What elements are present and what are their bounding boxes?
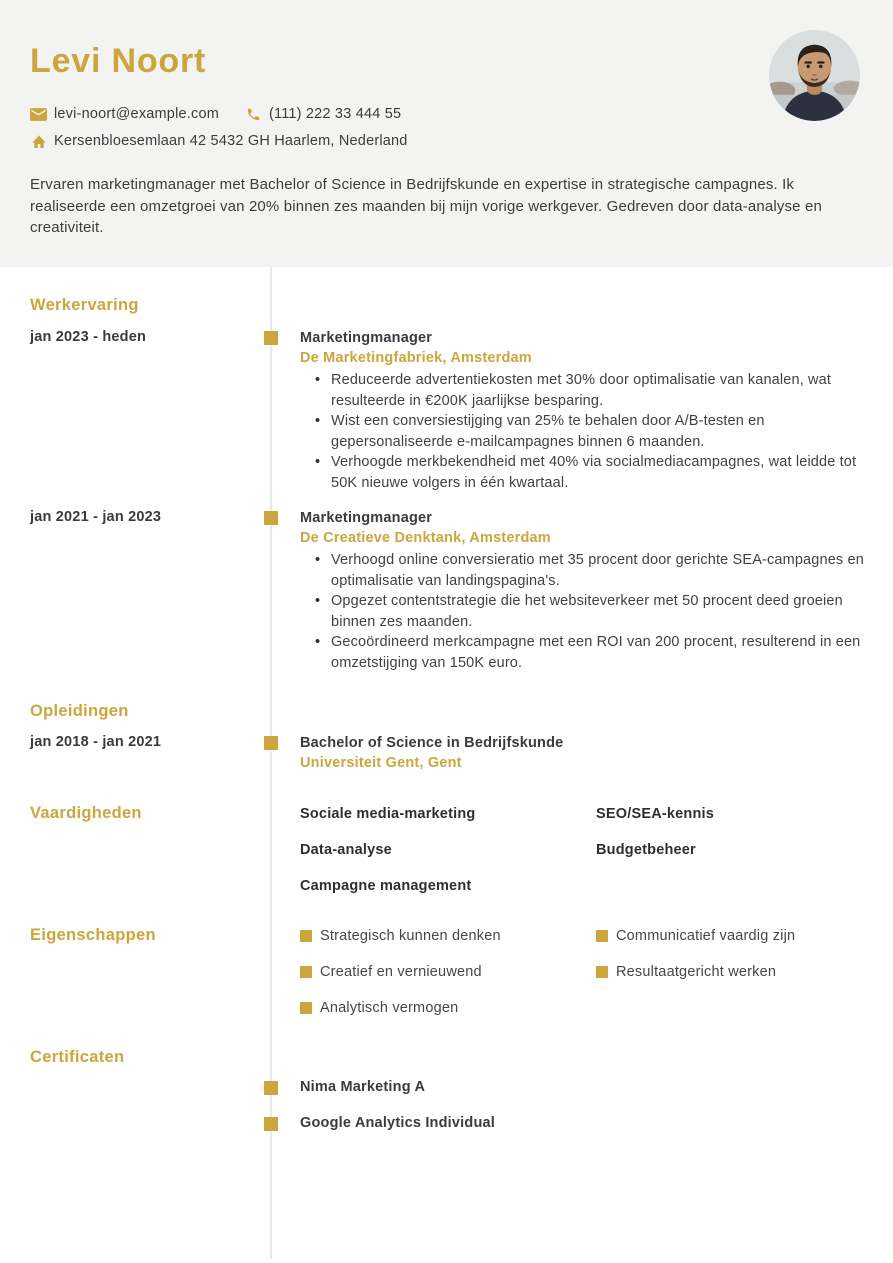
trait-label: Analytisch vermogen [320, 1000, 459, 1016]
education-degree: Bachelor of Science in Bedrijfskunde [300, 735, 564, 751]
job-bullet: • Verhoogd online conversieratio met 35 procent door gerichte SEA-campagnes en optimalisatie van landingspagina's. [300, 550, 865, 591]
contact-row-1 [30, 105, 401, 123]
job-bullet: • Reduceerde advertentiekosten met 30% door optimalisatie van kanalen, wat resulteerde in €200K jaarlijkse besparing. [300, 370, 865, 411]
timeline-marker-icon [264, 511, 278, 525]
job-bullet-list [300, 550, 865, 673]
job-bullet: • Opgezet contentstrategie die het websiteverkeer met 50 procent deed groeien binnen zes maanden. [300, 591, 865, 632]
skill-item: SEO/SEA-kennis [596, 806, 715, 822]
timeline-marker-icon [264, 1117, 278, 1131]
envelope-icon [30, 108, 47, 121]
trait-label: Resultaatgericht werken [616, 964, 777, 980]
timeline-divider [270, 267, 272, 1259]
home-icon [30, 134, 47, 148]
square-bullet-icon [596, 966, 608, 978]
trait-item [300, 963, 590, 981]
section-title-traits: Eigenschappen [30, 926, 156, 944]
timeline-marker-icon [264, 1081, 278, 1095]
certificate-item: Nima Marketing A [300, 1079, 426, 1095]
person-name: Levi Noort [30, 42, 207, 80]
trait-label: Communicatief vaardig zijn [616, 928, 796, 944]
phone-group [245, 106, 401, 122]
square-bullet-icon [300, 1002, 312, 1014]
education-dates: jan 2018 - jan 2021 [30, 734, 162, 750]
trait-label: Creatief en vernieuwend [320, 964, 482, 980]
job-entry [300, 508, 865, 673]
certificate-item: Google Analytics Individual [300, 1115, 496, 1131]
header [0, 0, 893, 267]
skill-item: Sociale media-marketing [300, 806, 476, 822]
job-bullet: • Wist een conversiestijging van 25% te behalen door A/B-testen en gepersonaliseerde e-mailcampagnes binnen 6 maanden. [300, 411, 865, 452]
traits-column-1 [300, 927, 590, 1035]
square-bullet-icon [300, 930, 312, 942]
job-entry [300, 328, 865, 493]
email-text[interactable]: levi-noort@example.com [54, 106, 219, 122]
profile-summary: Ervaren marketingmanager met Bachelor of Science in Bedrijfskunde en expertise in strategische campagnes. Ik realiseerde een omzetgroei van 20% binnen zes maanden bij mijn vorige werkgever. Gedreven door data-analyse en creativiteit. [30, 176, 822, 236]
job-dates: jan 2023 - heden [30, 329, 147, 345]
square-bullet-icon [300, 966, 312, 978]
trait-item [596, 963, 886, 981]
job-company: De Creatieve Denktank, Amsterdam [300, 530, 551, 546]
trait-item [300, 999, 590, 1017]
skills-column-2 [596, 806, 886, 878]
job-bullet: • Gecoördineerd merkcampagne met een ROI van 200 procent, resulterend in een omzetstijging van 150K euro. [300, 632, 865, 673]
job-dates: jan 2021 - jan 2023 [30, 509, 162, 525]
job-bullet-list [300, 370, 865, 493]
traits-column-2 [596, 927, 886, 999]
education-entry [300, 733, 865, 773]
skills-column-1 [300, 806, 590, 914]
timeline-marker-icon [264, 331, 278, 345]
phone-icon [245, 107, 262, 122]
square-bullet-icon [596, 930, 608, 942]
contact-row-2 [30, 132, 408, 150]
skill-item: Campagne management [300, 878, 472, 894]
section-title-certificates: Certificaten [30, 1048, 125, 1066]
profile-photo [769, 30, 860, 121]
section-title-experience: Werkervaring [30, 296, 139, 314]
job-company: De Marketingfabriek, Amsterdam [300, 350, 532, 366]
job-role: Marketingmanager [300, 510, 433, 526]
skill-item: Budgetbeheer [596, 842, 696, 858]
section-title-education: Opleidingen [30, 702, 129, 720]
job-bullet: • Verhoogde merkbekendheid met 40% via socialmediacampagnes, wat leidde tot 50K nieuwe volgers in één kwartaal. [300, 452, 865, 493]
section-title-skills: Vaardigheden [30, 804, 142, 822]
timeline-marker-icon [264, 736, 278, 750]
phone-text: (111) 222 33 444 55 [268, 106, 402, 122]
trait-item [300, 927, 590, 945]
education-school: Universiteit Gent, Gent [300, 755, 462, 771]
address-text: Kersenbloesemlaan 42 5432 GH Haarlem, Nederland [54, 133, 408, 149]
skill-item: Data-analyse [300, 842, 392, 858]
trait-item [596, 927, 886, 945]
trait-label: Strategisch kunnen denken [320, 928, 501, 944]
job-role: Marketingmanager [300, 330, 433, 346]
